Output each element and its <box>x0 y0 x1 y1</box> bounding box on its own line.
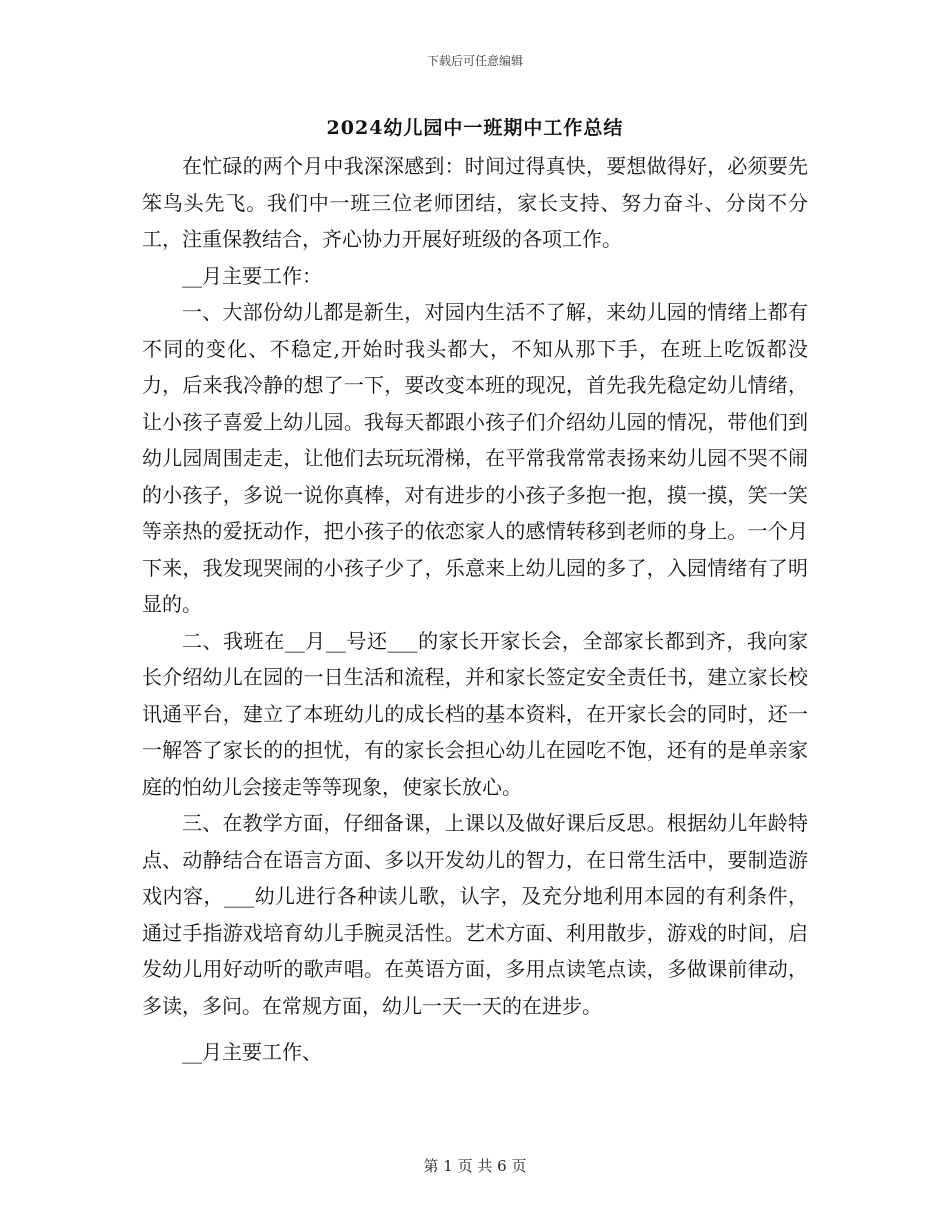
document-body <box>142 148 808 1071</box>
paragraph-heading-month: __月主要工作： <box>182 263 322 288</box>
page-number: 第 1 页 共 6 页 <box>423 1157 527 1175</box>
paragraph-section-2: 二、我班在__月__号还___的家长开家长会，全部家长都到齐，我向家长介绍幼儿在园的一日生活和流程，并和家长签定安全责任书，建立家长校讯通平台，建立了本班幼儿的成长档的基本资料，在开家长会的同时，还一一解答了家长的的担忧，有的家长会担心幼儿在园吃不饱，还有的是单亲家庭的怕幼儿会接走等等现象，使家长放心。 <box>142 628 808 799</box>
paragraph-section-1: 一、大部份幼儿都是新生，对园内生活不了解，来幼儿园的情绪上都有不同的变化、不稳定,开始时我头都大，不知从那下手，在班上吃饭都没力，后来我冷静的想了一下，要改变本班的现况，首先我先稳定幼儿情绪，让小孩子喜爱上幼儿园。我每天都跟小孩子们介绍幼儿园的情况，带他们到幼儿园周围走走，让他们去玩玩滑梯，在平常我常常表扬来幼儿园不哭不闹的小孩子，多说一说你真棒，对有进步的小孩子多抱一抱，摸一摸，笑一笑等亲热的爱抚动作，把小孩子的依恋家人的感情转移到老师的身上。一个月下来，我发现哭闹的小孩子少了，乐意来上幼儿园的多了，入园情绪有了明显的。 <box>142 300 808 616</box>
paragraph-section-3: 三、在教学方面，仔细备课，上课以及做好课后反思。根据幼儿年龄特点、动静结合在语言方面、多以开发幼儿的智力，在日常生活中，要制造游戏内容，___幼儿进行各种读儿歌，认字，及充分地利用本园的有利条件，通过手指游戏培育幼儿手腕灵活性。艺术方面、利用散步，游戏的时间，启发幼儿用好动听的歌声唱。在英语方面，多用点读笔点读，多做课前律动，多读，多问。在常规方面，幼儿一天一天的在进步。 <box>142 811 808 1018</box>
page-header-note: 下载后可任意编辑 <box>426 54 523 68</box>
paragraph-heading-month-2: __月主要工作、 <box>182 1040 322 1064</box>
paragraph-intro: 在忙碌的两个月中我深深感到：时间过得真快，要想做得好，必须要先笨鸟头先飞。我们中一班三位老师团结，家长支持、努力奋斗、分岗不分工，注重保教结合，齐心协力开展好班级的各项工作。 <box>142 154 808 251</box>
document-title: 2024幼儿园中一班期中工作总结 <box>326 117 624 139</box>
